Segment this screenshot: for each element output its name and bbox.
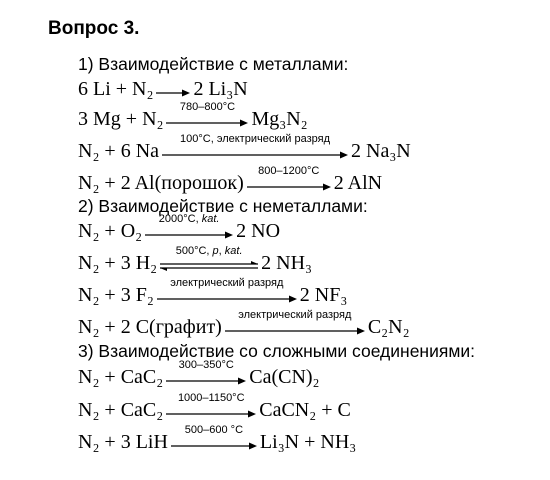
reaction-condition: 500–600 °C bbox=[184, 424, 244, 436]
condition-temperature: 2000°C, bbox=[158, 213, 202, 225]
reaction-arrow bbox=[171, 424, 257, 454]
reaction-arrow bbox=[166, 101, 248, 131]
reactants: N₂ + CaC₂ bbox=[78, 366, 164, 388]
reaction-arrow bbox=[162, 133, 348, 163]
section-heading-compounds: 3) Взаимодействие со сложными соединениями: bbox=[78, 341, 476, 361]
reaction-arrow bbox=[247, 165, 331, 195]
equation-n2-c bbox=[78, 307, 410, 339]
equation-n2-lih bbox=[78, 422, 356, 454]
reaction-condition: 300–350°C bbox=[178, 359, 234, 371]
products: 2 Li₃N bbox=[193, 78, 248, 100]
reaction-arrow bbox=[166, 359, 246, 389]
equilibrium-arrow-icon bbox=[160, 261, 258, 271]
products: Li₃N + NH₃ bbox=[259, 431, 357, 453]
reaction-condition: 780–800°C bbox=[179, 101, 236, 113]
reaction-condition: 800–1200°C bbox=[258, 165, 320, 177]
products: 2 AlN bbox=[333, 172, 383, 194]
arrow-icon bbox=[171, 442, 257, 450]
products: C₂N₂ bbox=[367, 316, 410, 338]
products: 2 Na₃N bbox=[351, 140, 411, 162]
reaction-arrow bbox=[156, 71, 190, 101]
arrow-icon bbox=[145, 231, 233, 239]
equation-n2-o2 bbox=[78, 211, 280, 243]
reaction-condition: электрический разряд bbox=[238, 309, 352, 321]
equation-n2-al bbox=[78, 163, 382, 195]
arrow-icon bbox=[166, 377, 246, 385]
section-heading-nonmetals: 2) Взаимодействие с неметаллами: bbox=[78, 196, 368, 216]
reaction-condition: 1000–1150°C bbox=[177, 392, 245, 404]
arrow-icon bbox=[166, 410, 256, 418]
reactants: N₂ + 3 H₂ bbox=[78, 252, 158, 274]
products: CaCN₂ + C bbox=[259, 399, 351, 421]
products: 2 NO bbox=[236, 220, 281, 242]
reactants: N₂ + 3 LiH bbox=[78, 431, 168, 453]
reactants: 3 Mg + N₂ bbox=[78, 108, 164, 130]
reactants: N₂ + 6 Na bbox=[78, 140, 160, 162]
arrow-icon bbox=[166, 119, 248, 127]
reactants: N₂ + O₂ bbox=[78, 220, 143, 242]
reactants: N₂ + 3 F₂ bbox=[78, 284, 154, 306]
reactants: 6 Li + N₂ bbox=[78, 78, 154, 100]
reactants: N₂ + 2 Al(порошок) bbox=[78, 172, 244, 194]
arrow-icon bbox=[247, 183, 331, 191]
reaction-arrow bbox=[157, 277, 297, 307]
equation-n2-h2 bbox=[78, 243, 312, 275]
arrow-icon bbox=[225, 327, 365, 335]
condition-catalyst: kat. bbox=[224, 245, 243, 257]
reaction-arrow bbox=[145, 213, 233, 243]
equation-n2-f2 bbox=[78, 275, 347, 307]
reaction-arrow bbox=[166, 392, 256, 422]
reaction-condition: электрический разряд bbox=[170, 277, 284, 289]
arrow-icon bbox=[157, 295, 297, 303]
equation-n2-cac2-low bbox=[78, 357, 320, 389]
reactants: N₂ + 2 C(графит) bbox=[78, 316, 222, 338]
products: 2 NF₃ bbox=[299, 284, 348, 306]
reaction-condition: 100°C, электрический разряд bbox=[180, 133, 330, 145]
condition-temperature: 500°C, bbox=[175, 245, 213, 257]
equation-li-n2 bbox=[78, 69, 248, 101]
products: Ca(CN)₂ bbox=[249, 366, 320, 388]
equation-n2-cac2-high bbox=[78, 390, 351, 422]
arrow-icon bbox=[162, 151, 348, 159]
reactants: N₂ + CaC₂ bbox=[78, 399, 164, 421]
products: Mg₃N₂ bbox=[251, 108, 308, 130]
section-heading-metals: 1) Взаимодействие с металлами: bbox=[78, 54, 349, 74]
equation-mg-n2 bbox=[78, 99, 308, 131]
condition-pressure: p bbox=[212, 245, 219, 257]
equation-n2-na bbox=[78, 131, 411, 163]
condition-catalyst: kat. bbox=[201, 213, 220, 225]
reaction-condition bbox=[145, 214, 233, 225]
reversible-arrow bbox=[160, 245, 258, 275]
reaction-arrow bbox=[225, 309, 365, 339]
arrow-icon bbox=[156, 89, 190, 97]
reaction-condition: 500°C, p, kat. bbox=[175, 245, 243, 257]
question-title: Вопрос 3. bbox=[48, 18, 140, 39]
products: 2 NH₃ bbox=[261, 252, 312, 274]
